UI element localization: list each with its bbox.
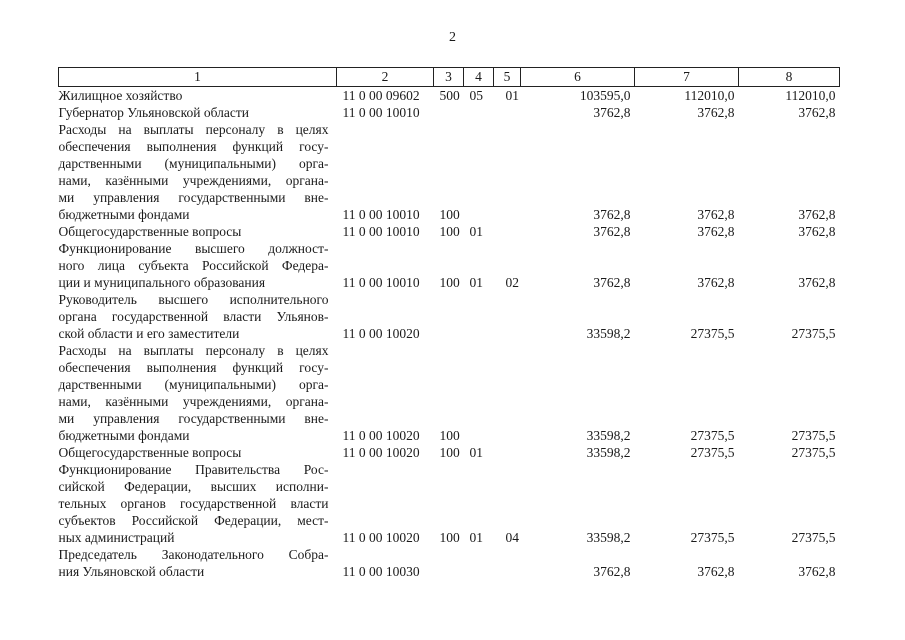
table-row xyxy=(59,87,840,105)
row-col4 xyxy=(464,104,494,121)
row-col5 xyxy=(494,291,521,342)
row-name-line: ного лица субъекта Российской Федера- xyxy=(58,258,329,273)
row-col3: 100 xyxy=(439,207,460,222)
row-col4 xyxy=(464,291,494,342)
row-value-7: 27375,5 xyxy=(690,428,735,443)
row-code: 11 0 00 10010 xyxy=(342,207,420,222)
row-name-line: обеспечения выполнения функций госу- xyxy=(58,360,329,375)
row-col4 xyxy=(464,121,494,223)
row-name xyxy=(59,223,337,240)
row-name-line: нами, казёнными учреждениями, органа- xyxy=(58,394,329,409)
table-row xyxy=(59,104,840,121)
row-code: 11 0 00 10020 xyxy=(342,530,420,545)
row-value-6: 3762,8 xyxy=(593,224,631,239)
column-header: 3 xyxy=(434,68,464,87)
row-col4: 01 xyxy=(469,275,483,290)
row-col5 xyxy=(494,223,521,240)
row-name-line: Губернатор Ульяновской области xyxy=(58,105,250,120)
row-code: 11 0 00 10030 xyxy=(342,564,420,579)
row-col4: 05 xyxy=(469,88,483,103)
row-value-8: 112010,0 xyxy=(785,88,836,103)
row-code: 11 0 00 10020 xyxy=(342,326,420,341)
row-col3: 100 xyxy=(439,530,460,545)
column-header: 4 xyxy=(464,68,494,87)
row-col5 xyxy=(494,121,521,223)
row-value-6: 33598,2 xyxy=(586,326,631,341)
row-name-line: Функционирование высшего должност- xyxy=(58,241,329,256)
column-header: 2 xyxy=(337,68,434,87)
row-value-6: 3762,8 xyxy=(593,564,631,579)
row-name xyxy=(59,461,337,546)
row-col5 xyxy=(494,104,521,121)
row-name-line: нами, казёнными учреждениями, органа- xyxy=(58,173,329,188)
row-value-6: 33598,2 xyxy=(586,530,631,545)
row-col4: 01 xyxy=(469,445,483,460)
row-name-line: Функционирование Правительства Рос- xyxy=(58,462,329,477)
row-name-line: Общегосударственные вопросы xyxy=(58,445,242,460)
row-value-6: 3762,8 xyxy=(593,105,631,120)
row-col3: 100 xyxy=(439,275,460,290)
table-row xyxy=(59,223,840,240)
row-value-8: 3762,8 xyxy=(798,224,836,239)
row-value-8: 3762,8 xyxy=(798,275,836,290)
row-name xyxy=(59,291,337,342)
row-code: 11 0 00 10020 xyxy=(342,445,420,460)
row-value-6: 103595,0 xyxy=(579,88,631,103)
row-col3: 500 xyxy=(439,88,460,103)
row-col5 xyxy=(494,444,521,461)
table-row xyxy=(59,291,840,342)
row-value-6: 3762,8 xyxy=(593,275,631,290)
row-name-line: Председатель Законодательного Собра- xyxy=(58,547,329,562)
row-value-8: 3762,8 xyxy=(798,564,836,579)
row-name-line: ния Ульяновской области xyxy=(58,564,205,579)
row-name xyxy=(59,342,337,444)
row-value-7: 3762,8 xyxy=(697,564,735,579)
table-row xyxy=(59,546,840,580)
row-value-7: 27375,5 xyxy=(690,530,735,545)
column-header: 1 xyxy=(59,68,337,87)
row-code: 11 0 00 10010 xyxy=(342,224,420,239)
row-col3 xyxy=(434,546,464,580)
table-row xyxy=(59,342,840,444)
row-col3 xyxy=(434,104,464,121)
column-header: 5 xyxy=(494,68,521,87)
header-row xyxy=(59,68,840,87)
row-name-line: ми управления государственными вне- xyxy=(58,411,329,426)
row-col4 xyxy=(464,546,494,580)
row-name-line: Руководитель высшего исполнительного xyxy=(58,292,329,307)
row-name-line: Расходы на выплаты персоналу в целях xyxy=(58,343,329,358)
row-name-line: ми управления государственными вне- xyxy=(58,190,329,205)
row-code: 11 0 00 09602 xyxy=(342,88,420,103)
row-name xyxy=(59,240,337,291)
row-code: 11 0 00 10010 xyxy=(342,275,420,290)
row-name-line: тельных органов государственной власти xyxy=(58,496,329,511)
row-name-line: ской области и его заместители xyxy=(58,326,240,341)
row-value-8: 27375,5 xyxy=(791,445,836,460)
column-header: 7 xyxy=(635,68,739,87)
row-col5: 02 xyxy=(505,275,519,290)
row-value-7: 27375,5 xyxy=(690,445,735,460)
row-value-8: 27375,5 xyxy=(791,326,836,341)
row-value-8: 3762,8 xyxy=(798,207,836,222)
row-name xyxy=(59,444,337,461)
row-name-line: обеспечения выполнения функций госу- xyxy=(58,139,329,154)
row-value-7: 3762,8 xyxy=(697,275,735,290)
row-col3: 100 xyxy=(439,445,460,460)
row-col4: 01 xyxy=(469,530,483,545)
table-row xyxy=(59,240,840,291)
row-name-line: Расходы на выплаты персоналу в целях xyxy=(58,122,329,137)
row-col5 xyxy=(494,342,521,444)
budget-table xyxy=(58,67,840,580)
row-code: 11 0 00 10010 xyxy=(342,105,420,120)
row-col3: 100 xyxy=(439,428,460,443)
row-value-7: 27375,5 xyxy=(690,326,735,341)
row-name-line: бюджетными фондами xyxy=(58,207,190,222)
row-value-7: 3762,8 xyxy=(697,105,735,120)
table-body xyxy=(59,87,840,581)
row-value-6: 33598,2 xyxy=(586,428,631,443)
row-col5 xyxy=(494,546,521,580)
row-value-7: 112010,0 xyxy=(684,88,735,103)
column-header: 8 xyxy=(739,68,840,87)
row-value-6: 33598,2 xyxy=(586,445,631,460)
row-name-line: Жилищное хозяйство xyxy=(58,88,183,103)
row-name xyxy=(59,104,337,121)
column-header: 6 xyxy=(521,68,635,87)
table-row xyxy=(59,461,840,546)
row-value-7: 3762,8 xyxy=(697,224,735,239)
row-value-8: 27375,5 xyxy=(791,530,836,545)
row-name-line: Общегосударственные вопросы xyxy=(58,224,242,239)
row-value-7: 3762,8 xyxy=(697,207,735,222)
row-name-line: ции и муниципального образования xyxy=(58,275,266,290)
row-value-8: 3762,8 xyxy=(798,105,836,120)
table-row xyxy=(59,444,840,461)
row-name-line: субъектов Российской Федерации, мест- xyxy=(58,513,329,528)
row-col4 xyxy=(464,342,494,444)
row-col3 xyxy=(434,291,464,342)
row-value-6: 3762,8 xyxy=(593,207,631,222)
row-name xyxy=(59,87,337,105)
row-value-8: 27375,5 xyxy=(791,428,836,443)
row-name-line: бюджетными фондами xyxy=(58,428,190,443)
row-name-line: дарственными (муниципальными) орга- xyxy=(58,377,329,392)
row-name-line: ных администраций xyxy=(58,530,175,545)
table-row xyxy=(59,121,840,223)
row-name-line: дарственными (муниципальными) орга- xyxy=(58,156,329,171)
row-col3: 100 xyxy=(439,224,460,239)
row-name xyxy=(59,546,337,580)
row-col5: 04 xyxy=(505,530,519,545)
row-code: 11 0 00 10020 xyxy=(342,428,420,443)
row-name xyxy=(59,121,337,223)
page-number: 2 xyxy=(449,30,456,45)
row-col5: 01 xyxy=(505,88,519,103)
row-name-line: органа государственной власти Ульянов- xyxy=(58,309,329,324)
row-col4: 01 xyxy=(469,224,483,239)
row-name-line: сийской Федерации, высших исполни- xyxy=(58,479,329,494)
